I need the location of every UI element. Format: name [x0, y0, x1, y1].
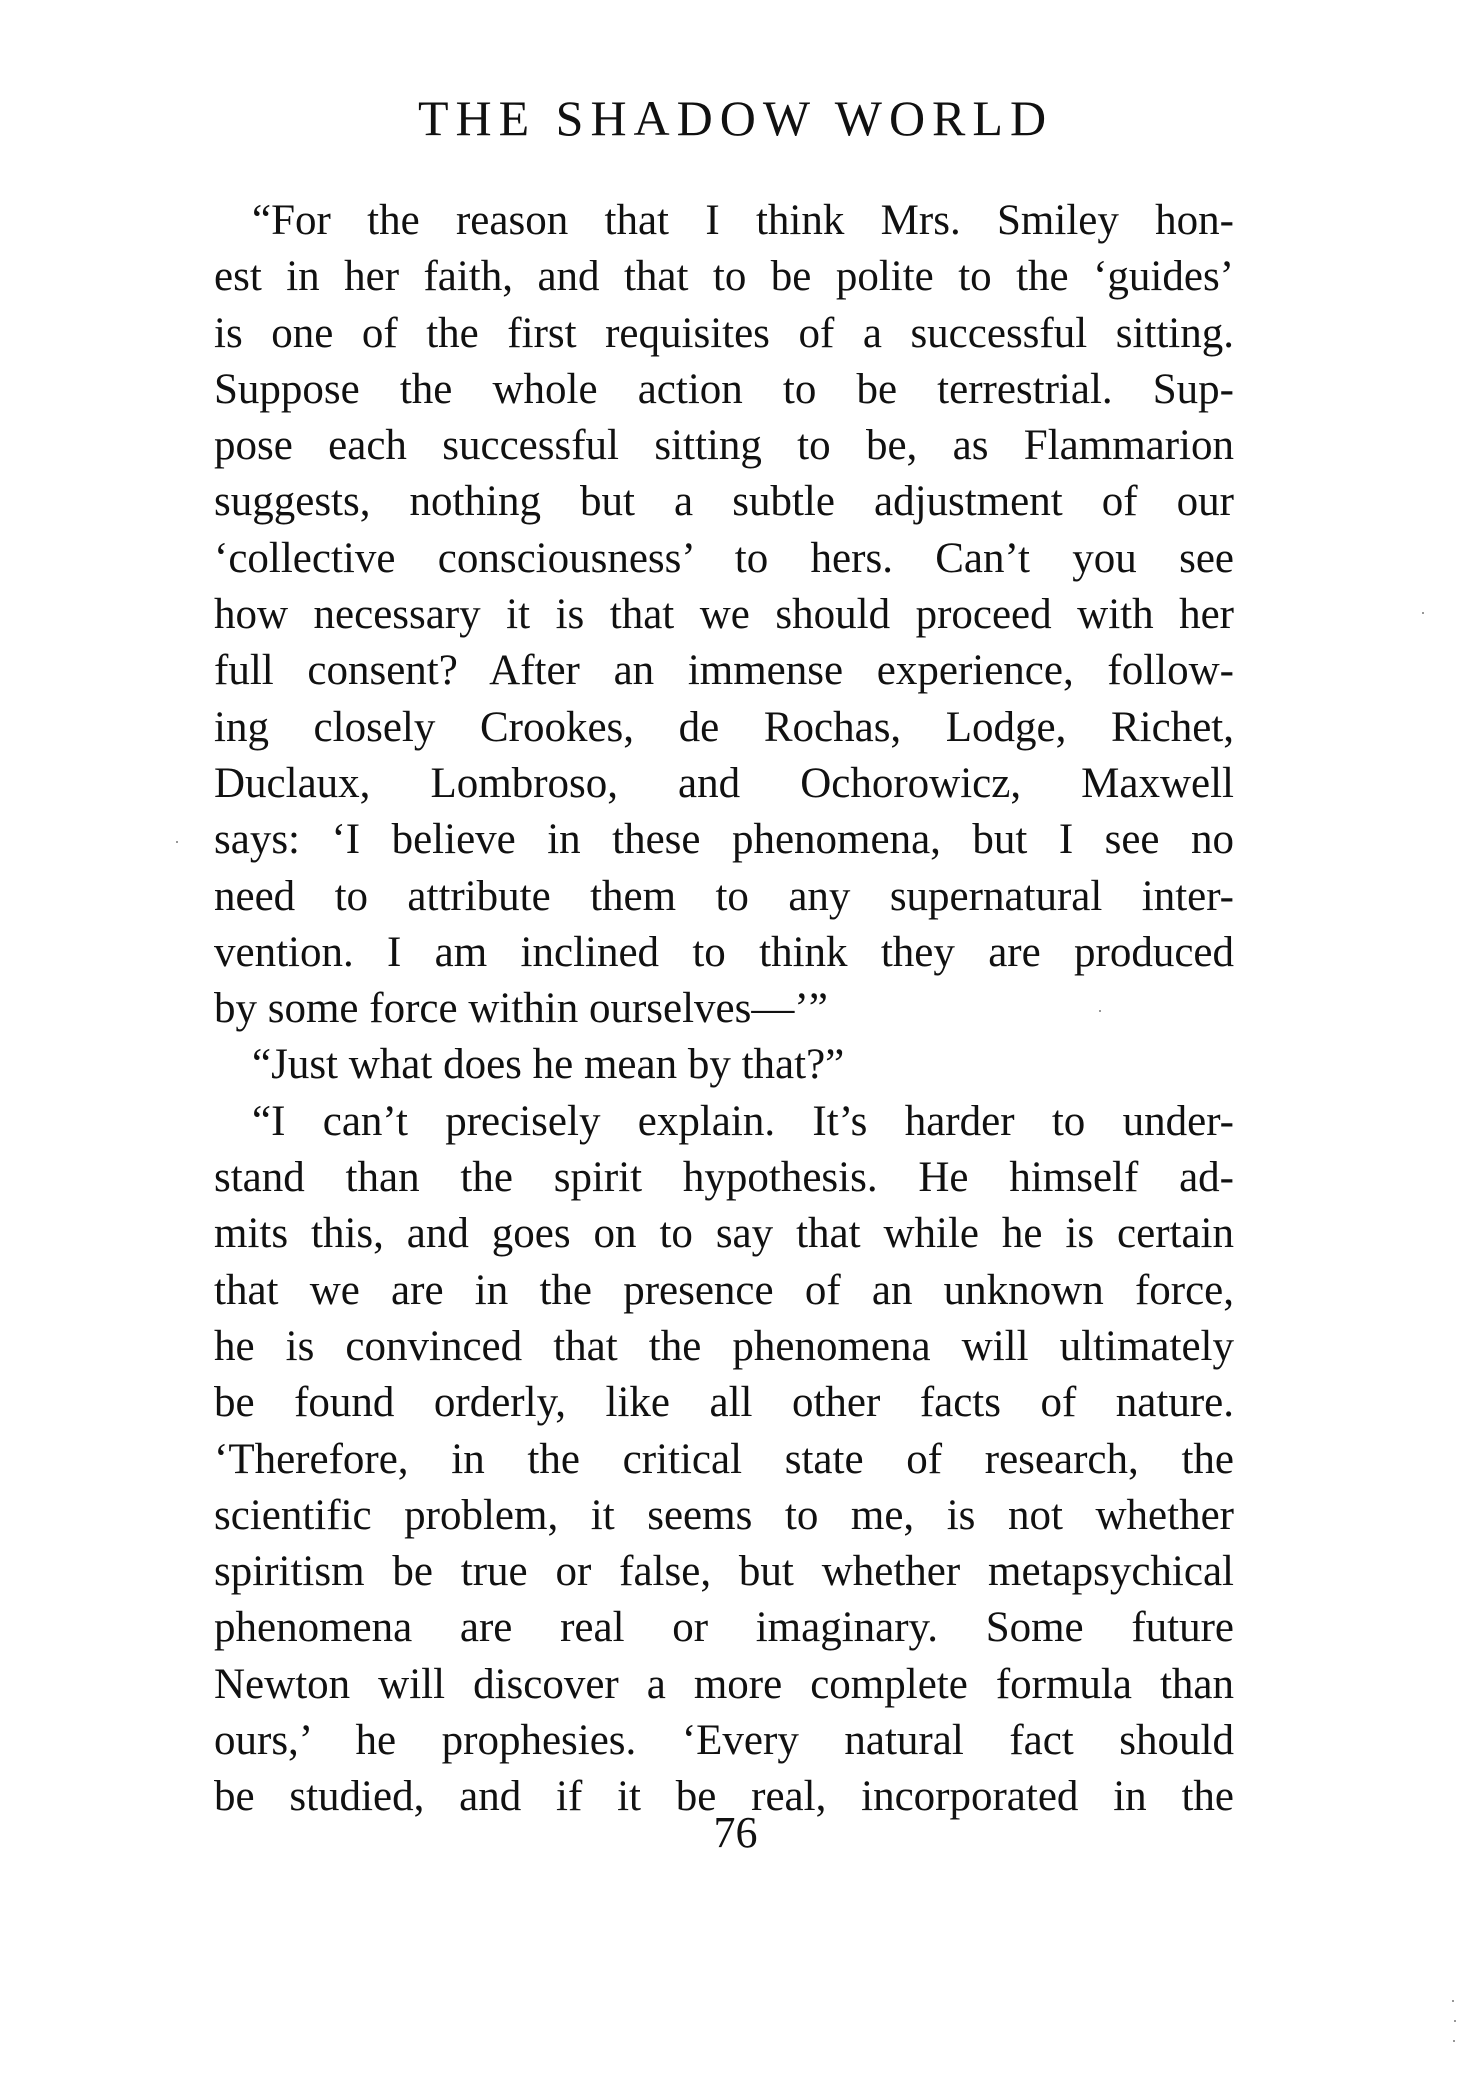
text-line: how necessary it is that we should proceed with her	[214, 591, 1234, 639]
text-line: pose each successful sitting to be, as Flammarion	[214, 422, 1234, 470]
text-line: est in her faith, and that to be polite to the ‘guides’	[214, 253, 1234, 301]
body-text	[214, 193, 1234, 1826]
text-line: Duclaux, Lombroso, and Ochorowicz, Maxwell	[214, 759, 1234, 807]
text-line: phenomena are real or imaginary. Some future	[214, 1604, 1234, 1652]
text-line: “Just what does he mean by that?”	[252, 1041, 845, 1089]
scan-speck	[1422, 612, 1424, 614]
text-line: full consent? After an immense experience, follow-	[214, 647, 1234, 695]
text-line: “I can’t precisely explain. It’s harder to under-	[252, 1097, 1234, 1145]
scan-speck	[1452, 2000, 1454, 2002]
text-line: vention. I am inclined to think they are produced	[214, 928, 1234, 976]
text-line: Newton will discover a more complete formula than	[214, 1660, 1234, 1708]
text-line: says: ‘I believe in these phenomena, but I see no	[214, 816, 1234, 864]
text-line: ‘collective consciousness’ to hers. Can’t you see	[214, 534, 1234, 582]
text-line: that we are in the presence of an unknown force,	[214, 1266, 1234, 1314]
text-line: ing closely Crookes, de Rochas, Lodge, Richet,	[214, 703, 1234, 751]
page-number: 76	[713, 1808, 758, 1857]
text-line: be found orderly, like all other facts of nature.	[214, 1379, 1234, 1427]
text-line: by some force within ourselves—’”	[214, 985, 828, 1033]
scan-speck	[1099, 1010, 1101, 1012]
text-line: ‘Therefore, in the critical state of research, the	[214, 1435, 1234, 1483]
scan-speck	[1454, 2020, 1456, 2022]
text-line: Suppose the whole action to be terrestrial. Sup-	[214, 365, 1234, 413]
text-line: mits this, and goes on to say that while he is certain	[214, 1210, 1234, 1258]
text-line: suggests, nothing but a subtle adjustment of our	[214, 478, 1234, 526]
scan-speck	[1453, 2040, 1455, 2042]
text-line: “For the reason that I think Mrs. Smiley hon-	[252, 197, 1234, 244]
text-line: stand than the spirit hypothesis. He himself ad-	[214, 1154, 1234, 1202]
running-head: THE SHADOW WORLD	[417, 90, 1054, 146]
text-line: he is convinced that the phenomena will ultimately	[214, 1322, 1234, 1370]
text-line: scientific problem, it seems to me, is not whether	[214, 1491, 1234, 1539]
scan-speck	[176, 841, 178, 843]
text-line: is one of the first requisites of a successful sitting.	[214, 309, 1234, 357]
text-line: be studied, and if it be real, incorporated in the	[214, 1773, 1234, 1821]
text-line: spiritism be true or false, but whether metapsychical	[214, 1548, 1234, 1596]
text-line: need to attribute them to any supernatural inter-	[214, 872, 1234, 920]
text-line: ours,’ he prophesies. ‘Every natural fact should	[214, 1717, 1234, 1765]
